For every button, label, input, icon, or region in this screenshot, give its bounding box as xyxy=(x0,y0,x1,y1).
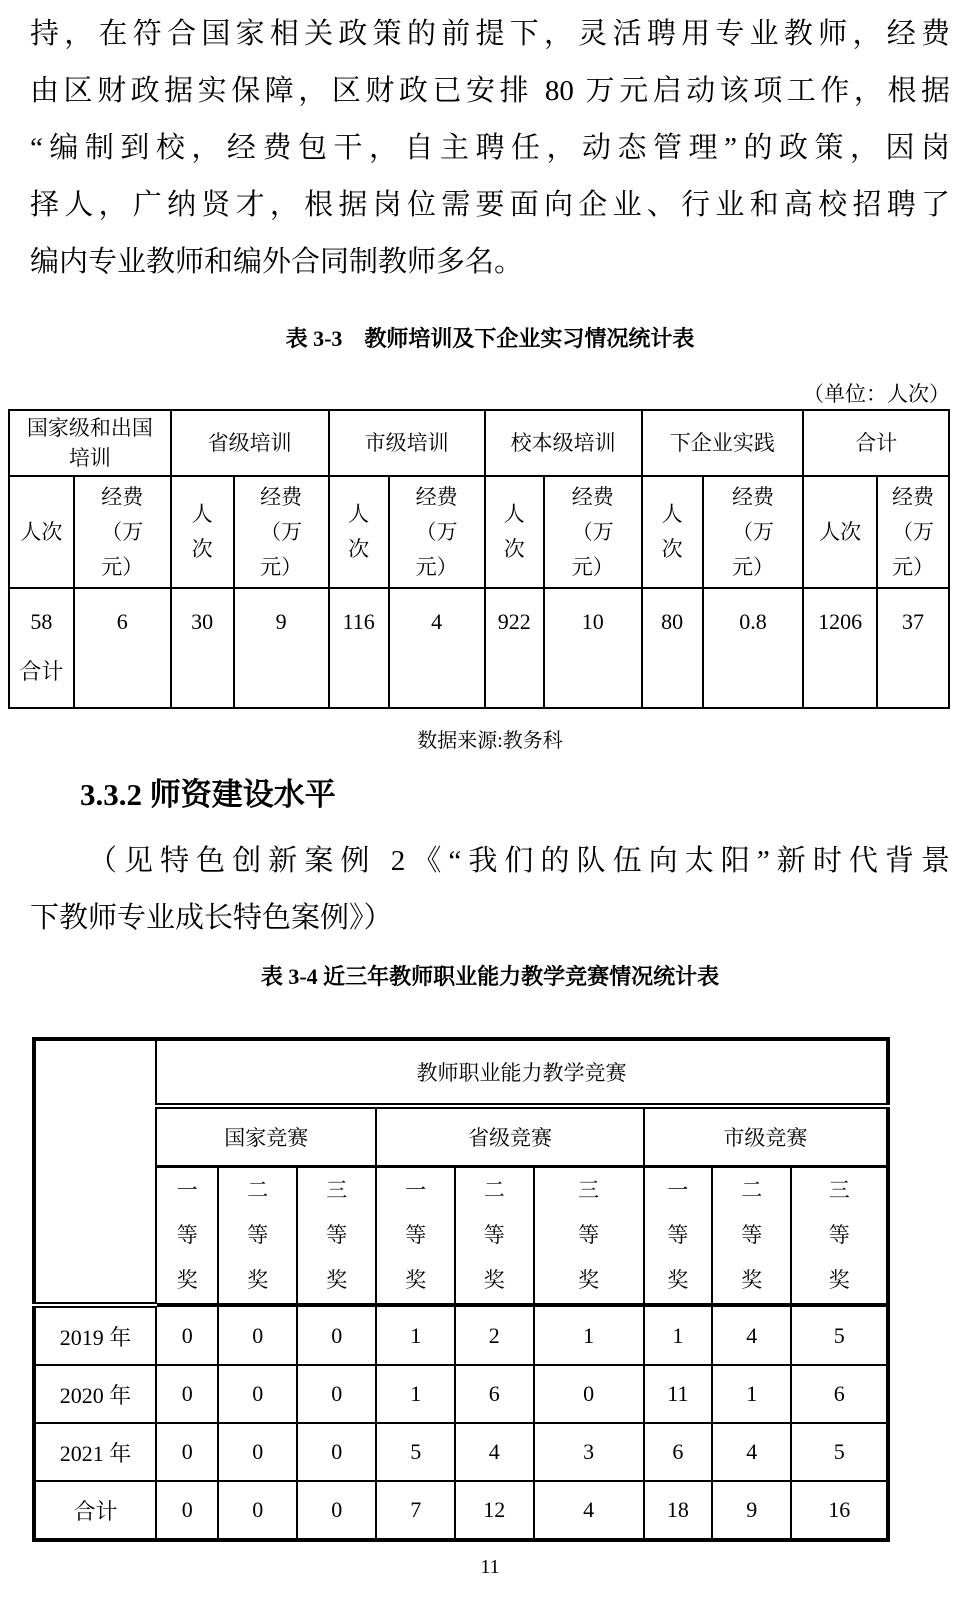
cell: 4 xyxy=(712,1305,791,1365)
group-header-national: 国家级和出国培训 xyxy=(9,410,171,476)
cell-enterprise-renci: 80 xyxy=(642,588,703,708)
cell: 5 xyxy=(791,1423,888,1481)
subheader-jingfei-label: 经费（万元） xyxy=(101,484,144,579)
award-header-label: 三等奖 xyxy=(828,1178,850,1292)
cell-enterprise-jingfei: 0.8 xyxy=(703,588,804,708)
paragraph-1-line: “编制到校，经费包干，自主聘任，动态管理”的政策，因岗 xyxy=(30,132,950,164)
subheader-renci-label: 人次 xyxy=(348,502,370,561)
cell-national-renci xyxy=(9,588,74,708)
award-header-label: 一等奖 xyxy=(667,1178,689,1292)
table-3-4-row-total xyxy=(34,1481,888,1540)
table-3-3-total-row xyxy=(9,588,949,708)
subheader-renci xyxy=(642,476,703,588)
subheader-jingfei xyxy=(74,476,171,588)
award-header-label: 二等奖 xyxy=(247,1178,269,1292)
table-3-3-group-header-row xyxy=(9,410,949,476)
award-header xyxy=(376,1167,455,1306)
cell: 0 xyxy=(218,1305,297,1365)
subheader-jingfei-label: 经费（万元） xyxy=(731,484,774,579)
top-header-competition: 教师职业能力教学竞赛 xyxy=(156,1039,888,1106)
cell: 5 xyxy=(791,1305,888,1365)
table-3-4-award-header-row xyxy=(34,1167,888,1306)
paragraph-1 xyxy=(30,6,950,291)
group-header-total: 合计 xyxy=(803,410,949,476)
award-header xyxy=(644,1167,712,1306)
subheader-jingfei-label: 经费（万元） xyxy=(892,484,935,579)
paragraph-2-line: （见特色创新案例 2《“我们的队伍向太阳”新时代背景 xyxy=(88,845,950,877)
cell: 9 xyxy=(712,1481,791,1540)
cell: 0 xyxy=(297,1481,376,1540)
cell-total-jingfei: 37 xyxy=(877,588,949,708)
table-3-4-caption: 表 3-4 近三年教师职业能力教学竞赛情况统计表 xyxy=(260,964,720,989)
cell: 0 xyxy=(156,1365,218,1423)
group-header-national-competition: 国家竞赛 xyxy=(156,1106,376,1167)
cell: 16 xyxy=(791,1481,888,1540)
cell-total-renci: 1206 xyxy=(803,588,877,708)
cell: 4 xyxy=(455,1423,534,1481)
cell: 0 xyxy=(297,1365,376,1423)
subheader-renci xyxy=(803,476,877,588)
cell-municipal-jingfei: 4 xyxy=(389,588,485,708)
cell: 12 xyxy=(455,1481,534,1540)
award-header-label: 二等奖 xyxy=(741,1178,763,1292)
cell-municipal-renci: 116 xyxy=(329,588,389,708)
subheader-jingfei xyxy=(877,476,949,588)
paragraph-1-line: 持，在符合国家相关政策的前提下，灵活聘用专业教师，经费 xyxy=(30,18,950,50)
cell-national-jingfei: 6 xyxy=(74,588,171,708)
cell: 5 xyxy=(376,1423,455,1481)
cell: 0 xyxy=(218,1481,297,1540)
paragraph-2 xyxy=(30,833,950,947)
cell-provincial-renci: 30 xyxy=(171,588,234,708)
cell: 7 xyxy=(376,1481,455,1540)
cell: 0 xyxy=(156,1423,218,1481)
subheader-renci-label: 人次 xyxy=(191,502,213,561)
subheader-jingfei-label: 经费（万元） xyxy=(415,484,458,579)
table-3-4-row-2021 xyxy=(34,1423,888,1481)
cell: 0 xyxy=(534,1365,644,1423)
cell: 3 xyxy=(534,1423,644,1481)
cell: 0 xyxy=(297,1423,376,1481)
award-header xyxy=(156,1167,218,1306)
cell: 1 xyxy=(376,1305,455,1365)
group-header-school: 校本级培训 xyxy=(485,410,642,476)
table-3-4 xyxy=(32,1037,890,1542)
table-3-4-row-2020 xyxy=(34,1365,888,1423)
table-3-3-caption: 表 3-3 教师培训及下企业实习情况统计表 xyxy=(285,326,695,351)
subheader-jingfei xyxy=(544,476,642,588)
paragraph-1-line: 由区财政据实保障，区财政已安排 80 万元启动该项工作，根据 xyxy=(30,75,950,107)
section-heading-3-3-2: 3.3.2 师资建设水平 xyxy=(80,777,336,812)
group-header-municipal: 市级培训 xyxy=(329,410,485,476)
cell: 0 xyxy=(156,1481,218,1540)
table-3-4-row-2019 xyxy=(34,1305,888,1365)
paragraph-2-line: 下教师专业成长特色案例》） xyxy=(30,902,393,934)
cell: 4 xyxy=(534,1481,644,1540)
page-number: 11 xyxy=(480,1556,500,1578)
award-header-label: 三等奖 xyxy=(578,1178,600,1292)
row-label: 合计 xyxy=(19,659,64,684)
cell: 11 xyxy=(644,1365,712,1423)
group-header-provincial-competition: 省级竞赛 xyxy=(376,1106,643,1167)
award-header xyxy=(455,1167,534,1306)
cell-provincial-jingfei: 9 xyxy=(234,588,329,708)
corner-cell xyxy=(34,1039,156,1305)
cell: 2 xyxy=(455,1305,534,1365)
row-label: 2020 年 xyxy=(34,1365,156,1423)
subheader-renci xyxy=(9,476,74,588)
cell-school-renci: 922 xyxy=(485,588,544,708)
award-header xyxy=(534,1167,644,1306)
cell: 0 xyxy=(156,1305,218,1365)
award-header-label: 二等奖 xyxy=(483,1178,505,1292)
cell: 0 xyxy=(218,1423,297,1481)
award-header-label: 三等奖 xyxy=(326,1178,348,1292)
cell: 4 xyxy=(712,1423,791,1481)
table-3-3 xyxy=(8,409,950,709)
cell-school-jingfei: 10 xyxy=(544,588,642,708)
cell: 6 xyxy=(455,1365,534,1423)
cell: 1 xyxy=(644,1305,712,1365)
subheader-renci-label: 人次 xyxy=(503,502,525,561)
table-3-3-unit-note: （单位：人次） xyxy=(803,382,950,406)
cell: 1 xyxy=(534,1305,644,1365)
table-3-3-subheader-row xyxy=(9,476,949,588)
cell: 18 xyxy=(644,1481,712,1540)
award-header xyxy=(791,1167,888,1306)
table-3-4-top-header-row xyxy=(34,1039,888,1106)
subheader-jingfei xyxy=(234,476,329,588)
subheader-renci-label: 人次 xyxy=(661,502,683,561)
subheader-renci-label: 人次 xyxy=(20,519,63,544)
cell: 0 xyxy=(297,1305,376,1365)
cell: 0 xyxy=(218,1365,297,1423)
subheader-jingfei-label: 经费（万元） xyxy=(571,484,614,579)
value: 58 xyxy=(30,609,53,634)
subheader-jingfei xyxy=(389,476,485,588)
award-header-label: 一等奖 xyxy=(176,1178,198,1292)
subheader-renci xyxy=(329,476,389,588)
subheader-renci-label: 人次 xyxy=(819,519,862,544)
cell: 6 xyxy=(791,1365,888,1423)
cell: 1 xyxy=(376,1365,455,1423)
group-header-provincial: 省级培训 xyxy=(171,410,329,476)
award-header xyxy=(712,1167,791,1306)
award-header-label: 一等奖 xyxy=(405,1178,427,1292)
subheader-renci xyxy=(171,476,234,588)
table-3-3-source-note: 数据来源:教务科 xyxy=(417,730,563,752)
row-label: 合计 xyxy=(34,1481,156,1540)
row-label: 2019 年 xyxy=(34,1305,156,1365)
subheader-jingfei xyxy=(703,476,804,588)
paragraph-1-line: 择人，广纳贤才，根据岗位需要面向企业、行业和高校招聘了 xyxy=(30,189,950,221)
row-label: 2021 年 xyxy=(34,1423,156,1481)
award-header xyxy=(218,1167,297,1306)
group-header-municipal-competition: 市级竞赛 xyxy=(644,1106,888,1167)
subheader-jingfei-label: 经费（万元） xyxy=(260,484,303,579)
table-3-4-group-header-row xyxy=(34,1106,888,1167)
paragraph-1-line: 编内专业教师和编外合同制教师多名。 xyxy=(30,246,524,278)
cell: 6 xyxy=(644,1423,712,1481)
award-header xyxy=(297,1167,376,1306)
subheader-renci xyxy=(485,476,544,588)
cell: 1 xyxy=(712,1365,791,1423)
group-header-enterprise: 下企业实践 xyxy=(642,410,804,476)
